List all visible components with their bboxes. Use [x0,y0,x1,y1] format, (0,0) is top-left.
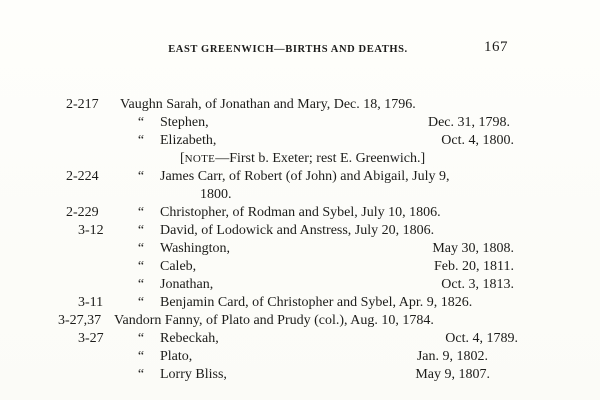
entry-name: Plato, [160,349,193,364]
entry-name: James Carr, of Robert (of John) and Abigail, July 9, [160,169,450,184]
list-item [0,348,600,366]
entry-name: Stephen, [160,115,209,130]
note-bracket: [ [180,151,185,166]
entry-name: Vaughn Sarah, of Jonathan and Mary, Dec. 18, 1796. [120,97,416,112]
page-header-title: EAST GREENWICH—BIRTHS AND DEATHS. [168,44,408,55]
entry-ref: 2-217 [66,97,99,112]
entry-date: Dec. 31, 1798. [427,115,510,130]
entry-date: Oct. 4, 1800. [441,133,514,148]
ditto-mark: “ [137,295,145,310]
entry-name: Jonathan, [160,277,214,292]
ditto-mark: “ [137,115,145,130]
entry-date: Oct. 4, 1789. [445,331,518,346]
ditto-mark: “ [137,169,145,184]
ditto-mark: “ [137,331,145,346]
list-item [0,330,600,348]
list-item [0,168,600,186]
note-text: —First b. Exeter; rest E. Greenwich.] [215,151,426,166]
entry-date: Feb. 20, 1811. [434,259,514,274]
note-label: NOTE [184,153,216,165]
entry-name: Caleb, [160,259,197,274]
entry-date: May 30, 1808. [432,241,514,256]
entry-name: Christopher, of Rodman and Sybel, July 10, 1806. [160,205,441,220]
entry-date: May 9, 1807. [415,367,490,382]
ditto-mark: “ [137,133,145,148]
list-item [0,276,600,294]
entry-continuation: 1800. [200,187,232,202]
entry-date: Oct. 3, 1813. [441,277,514,292]
ditto-mark: “ [137,241,145,256]
entry-name: David, of Lodowick and Anstress, July 20, 1806. [160,223,435,238]
entry-name: Rebeckah, [160,331,219,346]
list-item [0,114,600,132]
entry-date: Jan. 9, 1802. [416,349,488,364]
ditto-mark: “ [137,277,145,292]
list-item [0,312,600,330]
entry-name: Benjamin Card, of Christopher and Sybel, Apr. 9, 1826. [160,295,473,310]
entry-ref: 3-27 [78,331,104,346]
entry-name: Vandorn Fanny, of Plato and Prudy (col.), Aug. 10, 1784. [114,313,434,328]
list-item [0,294,600,312]
list-item [0,132,600,150]
list-item [0,204,600,222]
entry-ref: 2-224 [66,169,99,184]
ditto-mark: “ [137,205,145,220]
entry-ref: 3-27,37 [58,313,102,328]
page-number: 167 [484,39,508,55]
entry-ref: 2-229 [66,205,99,220]
ditto-mark: “ [137,349,145,364]
entry-name: Lorry Bliss, [160,367,227,382]
list-item [0,366,600,384]
list-item [0,240,600,258]
list-item [0,258,600,276]
list-item [0,96,600,114]
entry-name: Washington, [160,241,231,256]
entry-ref: 3-12 [78,223,104,238]
ditto-mark: “ [137,259,145,274]
ditto-mark: “ [137,223,145,238]
entry-ref: 3-11 [78,295,104,310]
ditto-mark: “ [137,367,145,382]
entry-name: Elizabeth, [160,133,217,148]
list-item [0,222,600,240]
editor-note [180,150,425,168]
